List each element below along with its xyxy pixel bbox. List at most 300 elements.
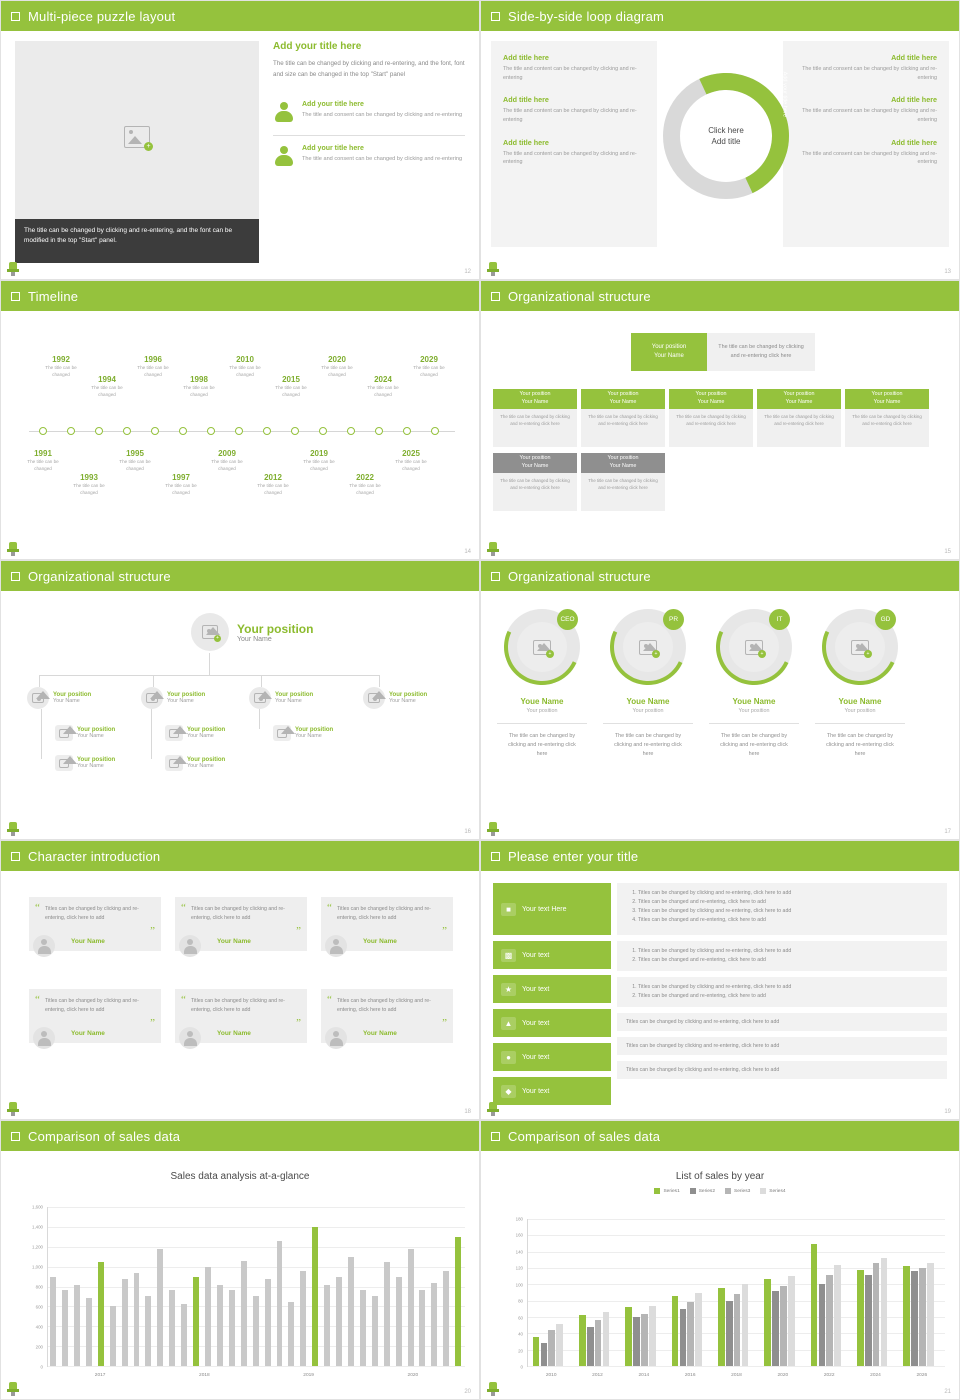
org-row-2: [493, 453, 665, 511]
person-position: Your position: [844, 708, 876, 714]
person-desc: The title can be changed by clicking and re-entering click here: [815, 723, 905, 760]
list-item: Titles can be changed by clicking and re-entering, click here to add: [626, 1067, 780, 1074]
block-body: The title and content can be changed by clicking and re-entering: [503, 66, 637, 81]
bar: [857, 1270, 864, 1366]
bar: [336, 1277, 342, 1366]
slide-header: [481, 281, 959, 311]
y-tick: 160: [515, 1232, 523, 1238]
factory-icon: ■: [501, 903, 516, 916]
org-root-node[interactable]: [191, 613, 313, 651]
image-icon: +: [124, 126, 150, 148]
person-name: Your Name: [363, 938, 397, 945]
page-number: 17: [944, 829, 951, 835]
tag-label: Your text: [522, 1053, 550, 1061]
gridline: [48, 1287, 465, 1288]
org-top-card[interactable]: [631, 333, 707, 371]
plot-area: [47, 1207, 465, 1378]
person-position: Your position: [632, 708, 664, 714]
bar: [695, 1293, 702, 1367]
name-label: Your Name: [295, 733, 322, 739]
bar: [903, 1266, 910, 1366]
person-desc: The title can be changed by clicking and re-entering click here: [603, 723, 693, 760]
name-label: Your Name: [697, 399, 725, 405]
slide-body: [481, 31, 959, 280]
tag-label: Your text: [522, 1087, 550, 1095]
bar: [241, 1261, 247, 1366]
position-label: Your position: [167, 692, 206, 698]
person-card[interactable]: [815, 609, 905, 760]
list-item: Titles can be changed by clicking and re-entering, click here to add: [626, 1019, 780, 1026]
right-column: [273, 41, 465, 167]
bar: [217, 1285, 223, 1366]
page-number: 21: [944, 1389, 951, 1395]
avatar-icon: [33, 935, 55, 957]
bar: [157, 1249, 163, 1366]
org-node[interactable]: [141, 687, 205, 709]
text-block: [795, 138, 937, 167]
slide-16: [0, 560, 480, 840]
org-cell[interactable]: [493, 453, 577, 511]
timeline-item: 2029 The title can be changed: [413, 355, 445, 377]
person-name: Your Name: [363, 1030, 397, 1037]
avatar-placeholder: [191, 613, 229, 651]
square-bullet-icon: [11, 572, 20, 581]
bar: [253, 1296, 259, 1366]
bar: [145, 1296, 151, 1366]
right-text-panel: [783, 41, 949, 247]
org-cell[interactable]: [757, 389, 841, 447]
legend-label: Series1: [663, 1188, 680, 1194]
slide-body: [1, 871, 479, 1120]
legend-item: [760, 1188, 785, 1194]
quote-open-icon: “: [35, 902, 40, 914]
slide-header: [481, 561, 959, 591]
person-name: Your Name: [217, 1030, 251, 1037]
avatar-icon: [273, 725, 291, 741]
x-tick: 2018: [199, 1373, 210, 1378]
bar: [324, 1285, 330, 1366]
bar: [193, 1277, 199, 1366]
block-title: Add title here: [891, 53, 937, 62]
bar: [927, 1263, 934, 1366]
bar: [726, 1301, 733, 1366]
org-subnode[interactable]: [165, 725, 225, 741]
person-name: Youe Name: [838, 697, 882, 706]
y-tick: 200: [35, 1344, 43, 1350]
y-axis: [23, 1204, 45, 1370]
item-body: The title and consent can be changed by clicking and re-entering: [302, 156, 463, 163]
character-card[interactable]: [29, 897, 161, 951]
slide-body: [1, 31, 479, 280]
person-position: Your position: [738, 708, 770, 714]
section-body: The title can be changed by clicking and re-entering, and the font, font and size can be changed in the top "Start" panel: [273, 60, 465, 79]
avatar-icon: [55, 755, 73, 771]
avatar-icon: [179, 1027, 201, 1049]
slide-title: Organizational structure: [508, 568, 651, 584]
image-placeholder[interactable]: [15, 41, 259, 233]
slide-header: [481, 841, 959, 871]
y-tick: 140: [515, 1249, 523, 1255]
bar: [443, 1271, 449, 1366]
bar: [169, 1290, 175, 1366]
slide-21: [480, 1120, 960, 1400]
name-label: Your Name: [187, 763, 214, 769]
timeline-item: 2019 The title can be changed: [303, 449, 335, 471]
legend-swatch: [690, 1188, 696, 1194]
x-tick: 2024: [870, 1373, 881, 1378]
content-block: [617, 1061, 947, 1079]
block-title: Add title here: [503, 137, 549, 147]
avatar-ring: + CEO: [504, 609, 580, 685]
role-badge: PR: [663, 609, 684, 630]
bar: [86, 1298, 92, 1366]
slide-title: Comparison of sales data: [28, 1128, 181, 1144]
gridline: [528, 1252, 945, 1253]
bar: [772, 1291, 779, 1366]
timeline-item: 2010 The title can be changed: [229, 355, 261, 377]
y-tick: 1,400: [32, 1224, 43, 1230]
org-cell[interactable]: [669, 389, 753, 447]
org-node[interactable]: [27, 687, 91, 709]
legend-label: Series2: [698, 1188, 715, 1194]
position-label: Your position: [187, 727, 226, 733]
character-card[interactable]: [321, 897, 453, 951]
bar: [764, 1279, 771, 1366]
character-card[interactable]: [321, 989, 453, 1043]
bar: [372, 1296, 378, 1366]
bar: [672, 1296, 679, 1366]
org-top-row: [631, 333, 815, 371]
org-cell[interactable]: [581, 389, 665, 447]
list-item: 1. Titles can be changed by clicking and re-entering, click here to add: [638, 889, 938, 898]
timeline-item: 1993 The title can be changed: [73, 473, 105, 495]
content-block: [617, 883, 947, 935]
slide-title: Side-by-side loop diagram: [508, 8, 665, 24]
bar: [819, 1284, 826, 1366]
bar: [680, 1309, 687, 1366]
timeline-item: 1991 The title can be changed: [27, 449, 59, 471]
tag-label: Your text Here: [522, 905, 567, 913]
avatar-icon: [325, 1027, 347, 1049]
slide-header: [1, 841, 479, 871]
square-bullet-icon: [491, 292, 500, 301]
tag-item[interactable]: [493, 1077, 611, 1105]
list-item: 2. Titles can be changed and re-entering, click here to add: [638, 956, 938, 965]
character-card[interactable]: [175, 989, 307, 1043]
timeline-item: 2025 The title can be changed: [395, 449, 427, 471]
square-bullet-icon: [491, 572, 500, 581]
gridline: [528, 1235, 945, 1236]
tag-item[interactable]: [493, 1009, 611, 1037]
character-card[interactable]: [29, 989, 161, 1043]
page-number: 15: [944, 549, 951, 555]
timeline-item: 2020 The title can be changed: [321, 355, 353, 377]
item-title: Add your title here: [302, 101, 364, 109]
logo-icon: [487, 1102, 499, 1116]
legend-swatch: [725, 1188, 731, 1194]
y-tick: 600: [35, 1304, 43, 1310]
bar: [587, 1327, 594, 1366]
tag-item[interactable]: [493, 975, 611, 1003]
bar: [74, 1285, 80, 1366]
slide-13: [480, 0, 960, 280]
org-node[interactable]: [249, 687, 313, 709]
list-item: [273, 135, 465, 167]
list-item: [273, 92, 465, 123]
slide-body: [481, 871, 959, 1120]
logo-icon: [487, 262, 499, 276]
slide-15: [480, 280, 960, 560]
block-title: Add title here: [503, 53, 549, 62]
legend-swatch: [760, 1188, 766, 1194]
timeline-item: 2012 The title can be changed: [257, 473, 289, 495]
timeline-item: 1995 The title can be changed: [119, 449, 151, 471]
slide-header: [481, 1, 959, 31]
tag-item[interactable]: [493, 883, 611, 935]
org-top-note: The title can be changed by clicking and re-entering click here: [707, 333, 815, 371]
bar: [384, 1262, 390, 1366]
item-body: The title and consent can be changed by clicking and re-entering: [302, 112, 463, 119]
y-tick: 80: [518, 1298, 523, 1304]
shield-icon: ★: [501, 983, 516, 996]
slide-12: [0, 0, 480, 280]
bar: [556, 1324, 563, 1366]
bar: [865, 1275, 872, 1366]
square-bullet-icon: [491, 1132, 500, 1141]
position-label: Your position: [871, 391, 903, 398]
center-line-2: Add title: [711, 137, 741, 146]
logo-icon: [7, 1102, 19, 1116]
tag-item[interactable]: [493, 1043, 611, 1071]
cell-body: The title can be changed by clicking and re-entering click here: [581, 473, 665, 511]
org-cell[interactable]: [493, 389, 577, 447]
bar: [348, 1257, 354, 1366]
slide-body: [1, 1151, 479, 1400]
list-item: 4. Titles can be changed and re-entering, click here to add: [638, 916, 938, 925]
text-block: [795, 53, 937, 82]
image-icon: +: [202, 625, 218, 639]
org-subnode[interactable]: [165, 755, 225, 771]
list-item: Titles can be changed by clicking and re-entering, click here to add: [626, 1043, 780, 1050]
avatar-icon: [141, 687, 163, 709]
content-block: [617, 1037, 947, 1055]
slide-header: [1, 561, 479, 591]
block-title: Add title here: [891, 95, 937, 105]
content-block: [617, 1013, 947, 1031]
bar: [873, 1263, 880, 1366]
position-label: Your position: [275, 692, 314, 698]
position-label: Your position: [237, 621, 314, 636]
avatar-ring: + PR: [610, 609, 686, 685]
ring-label-left: Add your title here: [659, 81, 665, 127]
slide-header: [481, 1121, 959, 1151]
legend-item: [725, 1188, 750, 1194]
legend-item: [654, 1188, 679, 1194]
quote-text: Titles can be changed by clicking and re-entering, click here to add: [45, 906, 139, 921]
logo-icon: [487, 1382, 499, 1396]
legend-swatch: [654, 1188, 660, 1194]
logo-icon: [7, 262, 19, 276]
text-block: [503, 53, 645, 82]
position-label: Your position: [651, 344, 687, 350]
y-tick: 0: [520, 1364, 523, 1370]
gridline: [528, 1366, 945, 1367]
block-body: The title and consent can be changed by clicking and re-entering: [802, 150, 937, 166]
timeline-item: 1994 The title can be changed: [91, 375, 123, 397]
org-cell[interactable]: [581, 453, 665, 511]
person-name: Your Name: [71, 938, 105, 945]
bar: [734, 1294, 741, 1366]
position-label: Your position: [607, 455, 639, 462]
quote-open-icon: “: [327, 902, 332, 914]
x-tick: 2016: [684, 1373, 696, 1378]
bar: [911, 1271, 918, 1366]
quote-close-icon: ”: [150, 925, 155, 937]
quote-text: Titles can be changed by clicking and re-entering, click here to add: [45, 998, 139, 1013]
bar: [780, 1286, 787, 1366]
logo-icon: [7, 542, 19, 556]
cell-body: The title can be changed by clicking and re-entering click here: [845, 409, 929, 447]
bar: [98, 1262, 104, 1366]
plot-area: [527, 1219, 945, 1378]
page-number: 20: [464, 1389, 471, 1395]
person-name: Your Name: [217, 938, 251, 945]
org-subnode[interactable]: [55, 725, 115, 741]
bar-chart-2: [503, 1216, 945, 1378]
slide-title: Timeline: [28, 288, 79, 304]
section-title: Add your title here: [273, 41, 362, 52]
slide-header: [1, 1, 479, 31]
square-bullet-icon: [491, 12, 500, 21]
slide-body: [481, 591, 959, 840]
name-label: Your Name: [609, 399, 637, 405]
name-label: Your Name: [521, 399, 549, 405]
x-tick: 2019: [303, 1373, 314, 1378]
org-subnode[interactable]: [273, 725, 333, 741]
bar: [122, 1279, 128, 1366]
y-tick: 20: [518, 1348, 523, 1354]
slide-14: [0, 280, 480, 560]
list-item: 2. Titles can be changed and re-entering, click here to add: [638, 898, 938, 907]
logo-icon: [7, 1382, 19, 1396]
role-badge: GD: [875, 609, 896, 630]
org-row-1: [493, 389, 929, 447]
bar: [919, 1268, 926, 1366]
avatar-icon: [179, 935, 201, 957]
position-label: Your position: [519, 455, 551, 462]
page-number: 14: [464, 549, 471, 555]
person-card[interactable]: [709, 609, 799, 760]
role-badge: IT: [769, 609, 790, 630]
slide-body: [481, 311, 959, 560]
gridline: [48, 1267, 465, 1268]
person-card[interactable]: [603, 609, 693, 760]
slide-body: [481, 1151, 959, 1400]
bar: [360, 1290, 366, 1366]
bar: [431, 1283, 437, 1366]
org-cell[interactable]: [845, 389, 929, 447]
bar: [277, 1241, 283, 1366]
timeline-item: 2009 The title can be changed: [211, 449, 243, 471]
chart-title: Sales data analysis at-a-glance: [170, 1171, 310, 1182]
y-tick: 1,600: [32, 1204, 43, 1210]
x-tick: 2012: [592, 1373, 603, 1378]
avatar-ring: + IT: [716, 609, 792, 685]
slide-title: Please enter your title: [508, 848, 639, 864]
bar: [649, 1306, 656, 1366]
bar: [718, 1288, 725, 1366]
square-bullet-icon: [11, 292, 20, 301]
org-subnode[interactable]: [55, 755, 115, 771]
block-title: Add title here: [503, 95, 549, 105]
logo-icon: [7, 822, 19, 836]
x-tick: 2026: [916, 1373, 928, 1378]
slide-title: Character introduction: [28, 848, 161, 864]
bar: [548, 1330, 555, 1366]
position-label: Your position: [783, 391, 815, 398]
position-label: Your position: [77, 757, 116, 763]
page-number: 19: [944, 1109, 951, 1115]
name-label: Your Name: [654, 353, 684, 359]
person-position: Your position: [526, 708, 558, 714]
y-tick: 800: [35, 1284, 43, 1290]
person-name: Youe Name: [626, 697, 670, 706]
org-node[interactable]: [363, 687, 427, 709]
bar: [595, 1320, 602, 1366]
bar: [788, 1276, 795, 1366]
y-tick: 100: [515, 1282, 523, 1288]
bar: [533, 1337, 540, 1366]
gridline: [48, 1207, 465, 1208]
x-tick: 2010: [545, 1373, 557, 1378]
text-block: [503, 95, 645, 124]
ring-center[interactable]: [691, 101, 761, 171]
tag-label: Your text: [522, 1019, 550, 1027]
content-column: [617, 883, 947, 1085]
avatar-icon: [249, 687, 271, 709]
slide-title: Multi-piece puzzle layout: [28, 8, 176, 24]
name-label: Your Name: [785, 399, 813, 405]
timeline-item: 2022 The title can be changed: [349, 473, 381, 495]
name-label: Your Name: [77, 763, 104, 769]
tag-label: Your text: [522, 985, 550, 993]
quote-close-icon: ”: [296, 1017, 301, 1029]
timeline-item: 1996 The title can be changed: [137, 355, 169, 377]
hand-icon: ◆: [501, 1085, 516, 1098]
person-card[interactable]: [497, 609, 587, 760]
position-label: Your position: [695, 391, 727, 398]
page-number: 13: [944, 269, 951, 275]
name-label: Your Name: [237, 635, 272, 643]
name-label: Your Name: [873, 399, 901, 405]
bar: [181, 1304, 187, 1366]
quote-open-icon: “: [181, 902, 186, 914]
quote-close-icon: ”: [442, 1017, 447, 1029]
text-block: [795, 95, 937, 124]
bar: [641, 1314, 648, 1366]
truck-icon: ▩: [501, 949, 516, 962]
logo-icon: [487, 542, 499, 556]
quote-open-icon: “: [35, 994, 40, 1006]
person-icon: [273, 101, 295, 123]
character-card[interactable]: [175, 897, 307, 951]
tag-item[interactable]: [493, 941, 611, 969]
role-badge: CEO: [557, 609, 578, 630]
quote-close-icon: ”: [296, 925, 301, 937]
x-tick: 2022: [823, 1373, 835, 1378]
avatar-icon: [165, 755, 183, 771]
y-axis: [503, 1216, 525, 1370]
